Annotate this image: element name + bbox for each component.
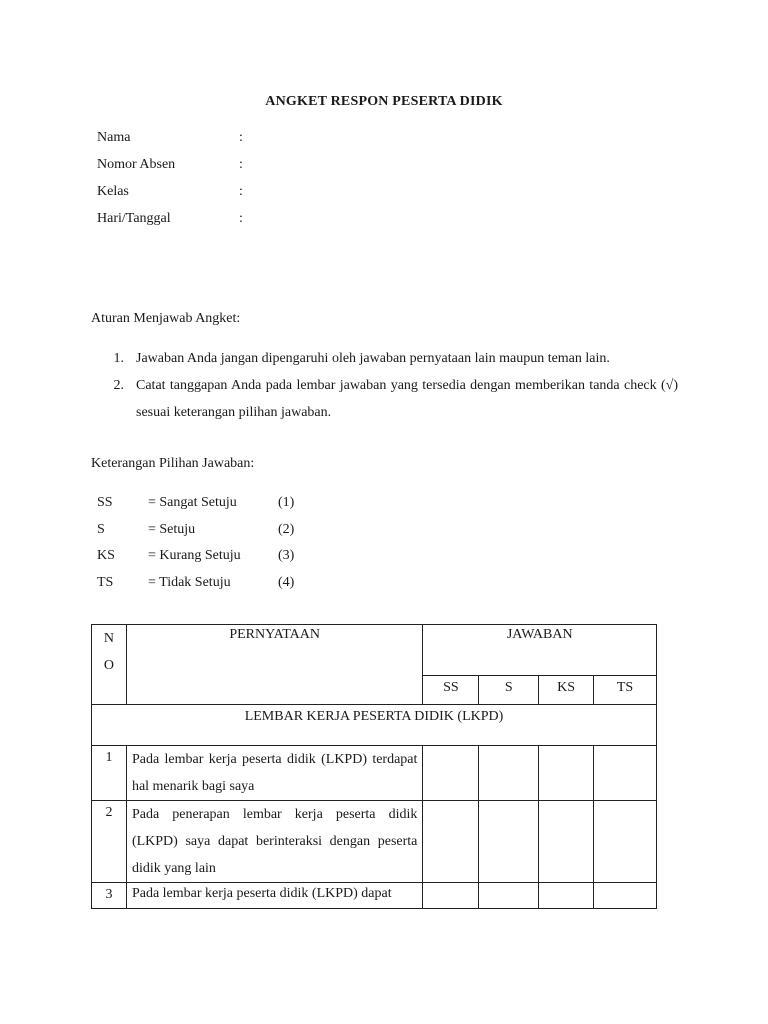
row-number: 3 [92, 883, 127, 909]
rules-list [91, 345, 678, 426]
rules-title: Aturan Menjawab Angket: [91, 311, 241, 326]
answer-cell-ts[interactable] [594, 801, 657, 883]
answer-cell-ts[interactable] [594, 746, 657, 801]
answer-cell-s[interactable] [479, 746, 539, 801]
row-number: 2 [92, 801, 127, 883]
identity-colon: : [239, 130, 243, 145]
list-item [91, 372, 678, 426]
keterangan-value: (4) [278, 574, 295, 590]
identity-row-kelas [97, 181, 497, 208]
keterangan-value: (1) [278, 495, 295, 510]
identity-row-name [97, 127, 497, 154]
row-statement: Pada lembar kerja peserta didik (LKPD) terdapat hal menarik bagi saya [126, 746, 422, 801]
list-text: Catat tanggapan Anda pada lembar jawaban yang tersedia dengan memberikan tanda check (√) sesuai keterangan pilihan jawaban. [136, 378, 678, 420]
row-number: 1 [92, 746, 127, 801]
identity-label: Nama [97, 130, 131, 145]
header-no-line: N [103, 631, 115, 646]
row-statement: Pada lembar kerja peserta didik (LKPD) dapat [126, 883, 422, 909]
table-row [92, 801, 657, 883]
identity-colon: : [239, 211, 243, 226]
answer-cell-ts[interactable] [594, 883, 657, 909]
keterangan-row [97, 517, 318, 544]
keterangan-row [97, 490, 318, 517]
answer-cell-ks[interactable] [539, 746, 594, 801]
header-no [92, 625, 127, 705]
keterangan-code: TS [97, 574, 114, 590]
identity-row-absen [97, 154, 497, 181]
keterangan-desc: = Setuju [148, 521, 196, 537]
header-no-line: O [103, 658, 115, 673]
header-answer: JAWABAN [423, 625, 657, 676]
keterangan-code: S [97, 521, 105, 537]
identity-row-tanggal [97, 208, 497, 235]
identity-label: Kelas [97, 184, 129, 199]
identity-label: Hari/Tanggal [97, 211, 171, 226]
keterangan-row [97, 543, 318, 570]
table-row [92, 746, 657, 801]
answer-cell-s[interactable] [479, 801, 539, 883]
keterangan-value: (2) [278, 521, 295, 537]
keterangan-row [97, 570, 318, 597]
identity-colon: : [239, 184, 243, 199]
identity-colon: : [239, 157, 243, 172]
list-number: 1. [113, 351, 124, 366]
header-ss: SS [423, 676, 479, 705]
section-title: LEMBAR KERJA PESERTA DIDIK (LKPD) [92, 705, 657, 746]
questionnaire-table [91, 624, 657, 909]
keterangan-desc: = Kurang Setuju [148, 548, 241, 563]
document-title: ANGKET RESPON PESERTA DIDIK [265, 94, 503, 109]
header-ts: TS [594, 676, 657, 705]
header-ks: KS [539, 676, 594, 705]
keterangan-code: SS [97, 495, 113, 510]
list-number: 2. [113, 378, 124, 393]
identity-label: Nomor Absen [97, 157, 176, 172]
table-section-row [92, 705, 657, 746]
answer-cell-ks[interactable] [539, 883, 594, 909]
header-s: S [479, 676, 539, 705]
keterangan-title: Keterangan Pilihan Jawaban: [91, 456, 255, 471]
answer-cell-ss[interactable] [423, 883, 479, 909]
keterangan-code: KS [97, 548, 115, 563]
keterangan-desc: = Sangat Setuju [148, 495, 237, 510]
identity-section [97, 127, 497, 235]
header-statement: PERNYATAAN [126, 625, 422, 705]
list-item [91, 345, 678, 372]
row-statement: Pada penerapan lembar kerja peserta didik (LKPD) saya dapat berinteraksi dengan peserta didik yang lain [126, 801, 422, 883]
table-row [92, 883, 657, 909]
keterangan-value: (3) [278, 548, 295, 563]
list-text: Jawaban Anda jangan dipengaruhi oleh jawaban pernyataan lain maupun teman lain. [136, 351, 610, 366]
answer-cell-s[interactable] [479, 883, 539, 909]
table-header-row [92, 625, 657, 676]
answer-cell-ks[interactable] [539, 801, 594, 883]
answer-cell-ss[interactable] [423, 801, 479, 883]
answer-cell-ss[interactable] [423, 746, 479, 801]
keterangan-desc: = Tidak Setuju [148, 574, 231, 590]
keterangan-list [97, 490, 318, 596]
